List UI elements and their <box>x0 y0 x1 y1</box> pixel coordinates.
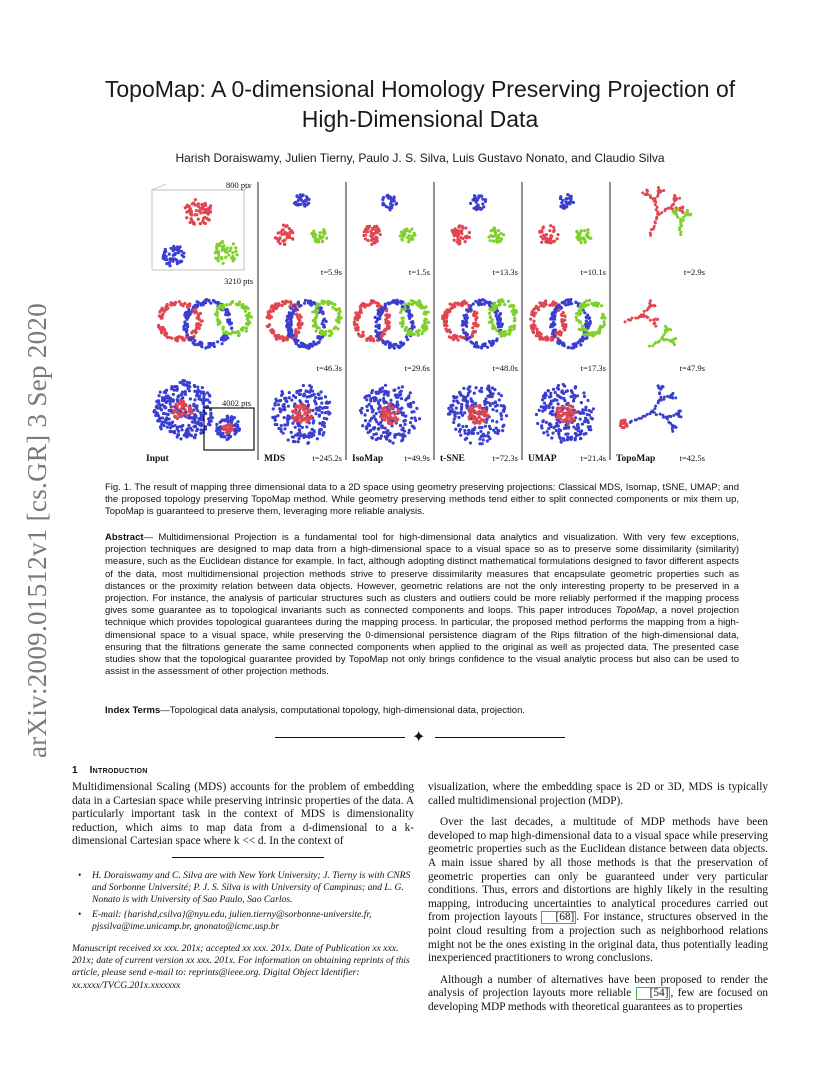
footnote-rule <box>172 857 324 858</box>
abstract-text-2: , a novel projection technique which provides topological guarantees during the mapping process. In particular, the proposed method performs the mapping from a high-dimensional space to a visual space, while preserving the 0-dimensional persistence diagram of the Rips filtration of the high-dimensional data, ensuring that the filtrations generate the same connected components when applied to the original as well as projected data. The presented case studies show that the topological guarantee provided by TopoMap not only brings confidence to the visual analytic process but also can be used to assist in the assessment of other projection methods. <box>105 605 739 678</box>
figure-column-label: MDS <box>264 454 286 464</box>
footnote-emails: • E-mail: {harishd,csilva}@nyu.edu, julien.tierny@sorbonne-universite.fr, pjssilva@ime.unicamp.br, gnonato@icmc.usp.br <box>84 909 414 933</box>
figure-panel <box>451 194 506 245</box>
arxiv-identifier-text: arXiv:2009.01512v1 [cs.GR] 3 Sep 2020 <box>22 302 53 758</box>
section-heading <box>72 765 414 776</box>
figure-timing-label: t=21.4s <box>580 453 606 463</box>
figure-panel <box>641 186 692 237</box>
figure-panel <box>619 384 683 433</box>
figure-panel <box>447 384 508 445</box>
figure-column-label: UMAP <box>528 454 557 464</box>
figure-panel <box>529 298 606 350</box>
figure-caption <box>105 482 739 518</box>
left-column <box>72 765 414 992</box>
index-terms-text: —Topological data analysis, computational topology, high-dimensional data, projection. <box>160 705 526 716</box>
figure-panel <box>153 379 254 450</box>
manuscript-note: Manuscript received xx xxx. 201x; accepted xx xxx. 201x. Date of Publication xx xxx. 201x; date of current version xx xxx. 201x. For information on obtaining reprints of this article, please send e-mail to: reprints@ieee.org. Digital Object Identifier: xx.xxxx/TVCG.201x.xxxxxxx <box>72 942 410 991</box>
footnote-affiliations: • H. Doraiswamy and C. Silva are with New York University; J. Tierny is with CNRS and Sorbonne Université; P. J. S. Silva is with University of Campinas; and L. G. Nonato is with University of Sao Paulo, Sao Carlos. <box>84 870 414 907</box>
figure-panel <box>441 298 518 349</box>
figure-timing-label: t=245.2s <box>312 453 342 463</box>
figure-timing-label: t=2.9s <box>683 267 705 277</box>
separator-line-left <box>275 737 405 738</box>
figure-timing-label: t=10.1s <box>580 267 606 277</box>
figure-panel <box>266 299 343 350</box>
figure-column-label: Input <box>146 454 169 464</box>
index-terms <box>105 705 739 717</box>
figure-timing-label: t=42.5s <box>679 453 705 463</box>
paper-title <box>70 74 770 134</box>
section-title: Introduction <box>89 765 148 776</box>
figure-column-label: IsoMap <box>352 454 384 464</box>
footnotes <box>72 870 414 933</box>
abstract-label: Abstract <box>105 532 144 543</box>
figure-timing-label: t=1.5s <box>408 267 430 277</box>
figure-timing-label: t=13.3s <box>492 267 518 277</box>
figure-panel <box>362 194 416 246</box>
figure-timing-label: t=49.9s <box>404 453 430 463</box>
figure-row-label: 4002 pts <box>222 398 252 408</box>
figure-row-label: 3210 pts <box>224 276 254 286</box>
figure-panel <box>271 384 331 445</box>
intro-paragraph-1-left: Multidimensional Scaling (MDS) accounts for the problem of embedding data in a Cartesian space while preserving intrinsic properties of the data. A particularly important task in the context of MDS is dimensionality reduction, which aims to map data from a d-dimensional to a k-dimensional Cartesian space where k << d. In the context of <box>72 781 414 848</box>
figure-panel <box>624 299 678 347</box>
figure-column-label: TopoMap <box>616 454 656 464</box>
intro-paragraph-2-b: . For instance, structures observed in the point cloud resulting from a projection such as neighborhood relations might not be the ones existing in the original data, thus potentially leading inexperienced practitioners to wrong conclusions. <box>428 911 768 965</box>
section-number: 1 <box>72 765 78 776</box>
caption-text: The result of mapping three dimensional data to a 2D space using geometry preserving projections: Classical MDS, Isomap, tSNE, UMAP; and the proposed topology preserving TopoMap method. While geometry preserving methods tend either to split connected components or mix them up, TopoMap is guaranteed to preserve them, leveraging more reliable analysis. <box>105 482 739 517</box>
citation-link-54[interactable]: [54] <box>636 987 671 1000</box>
index-terms-label: Index Terms <box>105 705 161 716</box>
figure-panel <box>359 384 421 445</box>
author-list: Harish Doraiswamy, Julien Tierny, Paulo J. S. Silva, Luis Gustavo Nonato, and Claudio Silva <box>175 151 665 165</box>
figure-panel <box>274 193 328 246</box>
figure-panel <box>353 299 430 350</box>
section-separator <box>275 727 565 746</box>
intro-paragraph-3-a: Although a number of alternatives have been proposed to render the analysis of projection layouts more reliable <box>428 973 768 1000</box>
figure-timing-label: t=17.3s <box>580 363 606 373</box>
figure-row-label: 800 pts <box>226 180 251 190</box>
figure-timing-label: t=48.0s <box>492 363 518 373</box>
title-line-1: TopoMap: A 0-dimensional Homology Preserving Projection of <box>104 76 736 102</box>
figure-panel <box>157 298 253 350</box>
abstract-emphasis: TopoMap <box>615 605 655 617</box>
right-column <box>428 781 768 1015</box>
separator-line-right <box>435 737 565 738</box>
abstract <box>105 532 739 678</box>
arxiv-identifier <box>8 290 68 770</box>
citation-link-68[interactable]: [68] <box>541 911 576 924</box>
figure-panel <box>538 193 592 244</box>
figure-panel <box>535 383 595 444</box>
figure-panel <box>152 184 252 270</box>
figure-timing-label: t=5.9s <box>320 267 342 277</box>
intro-paragraph-3-b: , few are focused on developing MDP methods with theoretical guarantees as to properties <box>428 987 768 1013</box>
figure-grid <box>146 180 709 468</box>
intro-paragraph-2-a: Over the last decades, a multitude of MDP methods have been developed to map high-dimensional data to a visual space while preserving geometric properties such as the Euclidean distance between data objects. A main issue shared by all those methods is that the preservation of geometric properties can only be guaranteed under very particular conditions. Thus, errors and distortions are highly likely in the resulting mapping, introducing uncertainties to analytical procedures carried out from projection layouts <box>428 816 768 924</box>
teaser-figure <box>146 180 709 468</box>
figure-timing-label: t=72.3s <box>492 453 518 463</box>
abstract-text-1: — Multidimensional Projection is a fundamental tool for high-dimensional data analytics and visualization. With very few exceptions, projection techniques are designed to map data from a high-dimensional space to a visual space so as to preserve some dissimilarity (similarity) measure, such as the Euclidean distance for example. In fact, although adopting distinct mathematical formulations designed to favor different aspects of the data, most multidimensional projection methods strive to preserve dissimilarity measures that encapsulate geometric properties such as distances or the proximity relation between data objects. However, geometric relations are not the only interesting property to be preserved in a projection. For instance, the analysis of particular structures such as clusters and outliers could be more reliably performed if the mapping process gives some guarantee as to topological invariants such as connected components and loops. This paper introduces <box>105 532 739 617</box>
intro-paragraph-2 <box>428 816 768 966</box>
title-line-2: High-Dimensional Data <box>301 106 539 132</box>
figure-timing-label: t=29.6s <box>404 363 430 373</box>
figure-column-label: t-SNE <box>440 454 465 464</box>
intro-paragraph-3 <box>428 974 768 1015</box>
intro-paragraph-1-right: visualization, where the embedding space is 2D or 3D, MDS is typically called multidimensional projection (MDP). <box>428 781 768 807</box>
figure-timing-label: t=46.3s <box>316 363 342 373</box>
separator-star-icon: ✦ <box>412 727 426 746</box>
figure-timing-label: t=47.9s <box>679 363 705 373</box>
caption-label: Fig. 1. <box>105 482 132 493</box>
